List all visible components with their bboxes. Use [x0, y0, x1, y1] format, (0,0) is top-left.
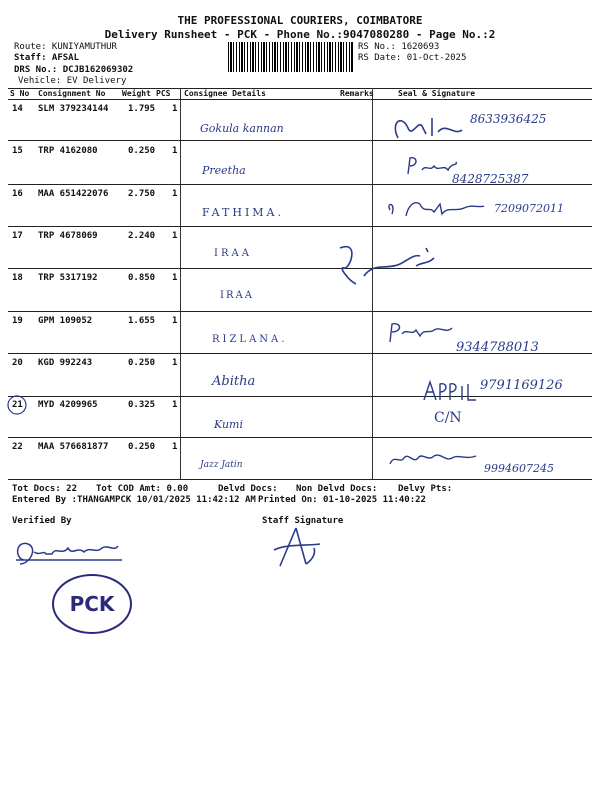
barcode — [228, 42, 354, 72]
row-signature-number: 9344788013 — [456, 340, 539, 355]
row-consignment: TRP 4162080 — [38, 146, 98, 156]
handwritten-signature — [330, 240, 440, 286]
row-weight: 0.250 — [128, 442, 156, 452]
delivered-docs: Delvd Docs: — [218, 484, 278, 494]
row-weight: 0.325 — [128, 400, 156, 410]
row-sno: 20 — [12, 358, 23, 368]
route: Route: KUNIYAMUTHUR — [14, 42, 117, 52]
row-consignment: GPM 109052 — [38, 316, 93, 326]
row-signature-number: 7209072011 — [494, 202, 564, 215]
row-divider — [8, 226, 592, 227]
printed-on: Printed On: 01-10-2025 11:40:22 — [258, 495, 426, 505]
handwritten-signature — [404, 154, 464, 178]
col-consignee: Consignee Details — [184, 89, 266, 98]
row-pcs: 1 — [172, 358, 178, 368]
row-weight: 2.750 — [128, 189, 156, 199]
row-consignee: IRAA — [214, 248, 252, 259]
row-weight: 2.240 — [128, 231, 156, 241]
row-sno: 21 — [12, 400, 23, 410]
verified-by-label: Verified By — [12, 516, 72, 526]
col-seal: Seal & Signature — [398, 89, 476, 98]
row-sno: 14 — [12, 104, 23, 114]
handwritten-signature — [386, 320, 456, 346]
vehicle: Vehicle: EV Delivery — [18, 76, 127, 86]
row-signature-number: 9994607245 — [484, 462, 554, 475]
drs-number: DRS No.: DCJB162069302 — [14, 65, 134, 75]
staff-signature — [266, 524, 326, 572]
row-consignee: FATHIMA. — [202, 206, 284, 219]
row-consignment: SLM 379234144 — [38, 104, 109, 114]
pck-stamp: PCK — [52, 574, 132, 634]
row-pcs: 1 — [172, 231, 178, 241]
company-title: THE PROFESSIONAL COURIERS, COIMBATORE — [177, 14, 423, 27]
row-consignment: MAA 576681877 — [38, 442, 109, 452]
row-consignee: Preetha — [202, 164, 246, 177]
row-consignee: Gokula kannan — [200, 122, 284, 135]
handwritten-signature — [388, 112, 468, 144]
total-cod-amount: Tot COD Amt: 0.00 — [96, 484, 189, 494]
row-consignment: TRP 4678069 — [38, 231, 98, 241]
row-pcs: 1 — [172, 104, 178, 114]
handwritten-signature — [386, 448, 482, 472]
row-weight: 1.655 — [128, 316, 156, 326]
row-sno: 17 — [12, 231, 23, 241]
row-divider — [8, 268, 592, 269]
row-consignee: RIZLANA. — [212, 334, 288, 345]
row-pcs: 1 — [172, 400, 178, 410]
col-consignment: Consignment No — [38, 89, 106, 98]
staff: Staff: AFSAL — [14, 53, 80, 63]
non-delivered-docs: Non Delvd Docs: — [296, 484, 378, 494]
row-signature-number: C/N — [434, 410, 462, 426]
runsheet-title: Delivery Runsheet - PCK - Phone No.:9047080280 - Page No.:2 — [104, 28, 496, 41]
col-sno: S No — [10, 89, 30, 98]
row-sno: 19 — [12, 316, 23, 326]
table-header-line — [8, 99, 592, 100]
row-consignment: MYD 4209965 — [38, 400, 98, 410]
col-pcs: PCS — [156, 89, 171, 98]
row-consignee: Jazz Jatin — [200, 460, 243, 470]
row-consignment: MAA 651422076 — [38, 189, 109, 199]
staff-signature-label: Staff Signature — [262, 516, 344, 526]
row-pcs: 1 — [172, 273, 178, 283]
delivery-points: Delvy Pts: — [398, 484, 453, 494]
row-signature-number: 8428725387 — [452, 172, 529, 186]
row-pcs: 1 — [172, 316, 178, 326]
row-sno: 16 — [12, 189, 23, 199]
row-divider — [8, 396, 592, 397]
verifier-signature — [10, 530, 130, 570]
row-signature-number: 9791169126 — [480, 378, 563, 393]
handwritten-signature — [384, 196, 490, 222]
row-weight: 0.850 — [128, 273, 156, 283]
row-consignee: Kumi — [214, 418, 244, 431]
total-docs: Tot Docs: 22 — [12, 484, 78, 494]
row-pcs: 1 — [172, 442, 178, 452]
column-divider — [180, 88, 181, 479]
table-bottom-line — [8, 479, 592, 480]
row-sno: 18 — [12, 273, 23, 283]
row-sno: 15 — [12, 146, 23, 156]
handwritten-signature — [420, 378, 480, 404]
col-weight: Weight — [122, 89, 151, 98]
entered-by: Entered By :THANGAMPCK 10/01/2025 11:42:12 AM — [12, 495, 256, 505]
row-sno: 22 — [12, 442, 23, 452]
row-consignment: KGD 992243 — [38, 358, 93, 368]
row-divider — [8, 140, 592, 141]
rs-number: RS No.: 1620693 — [358, 42, 440, 52]
rs-date: RS Date: 01-Oct-2025 — [358, 53, 467, 63]
row-pcs: 1 — [172, 189, 178, 199]
row-consignee: Abitha — [212, 374, 256, 389]
row-divider — [8, 311, 592, 312]
row-pcs: 1 — [172, 146, 178, 156]
row-divider — [8, 437, 592, 438]
row-signature-number: 8633936425 — [470, 112, 547, 126]
col-remarks: Remarks — [340, 89, 374, 98]
row-weight: 0.250 — [128, 146, 156, 156]
row-consignment: TRP 5317192 — [38, 273, 98, 283]
row-consignee: IRAA — [220, 290, 254, 301]
row-weight: 0.250 — [128, 358, 156, 368]
row-weight: 1.795 — [128, 104, 156, 114]
